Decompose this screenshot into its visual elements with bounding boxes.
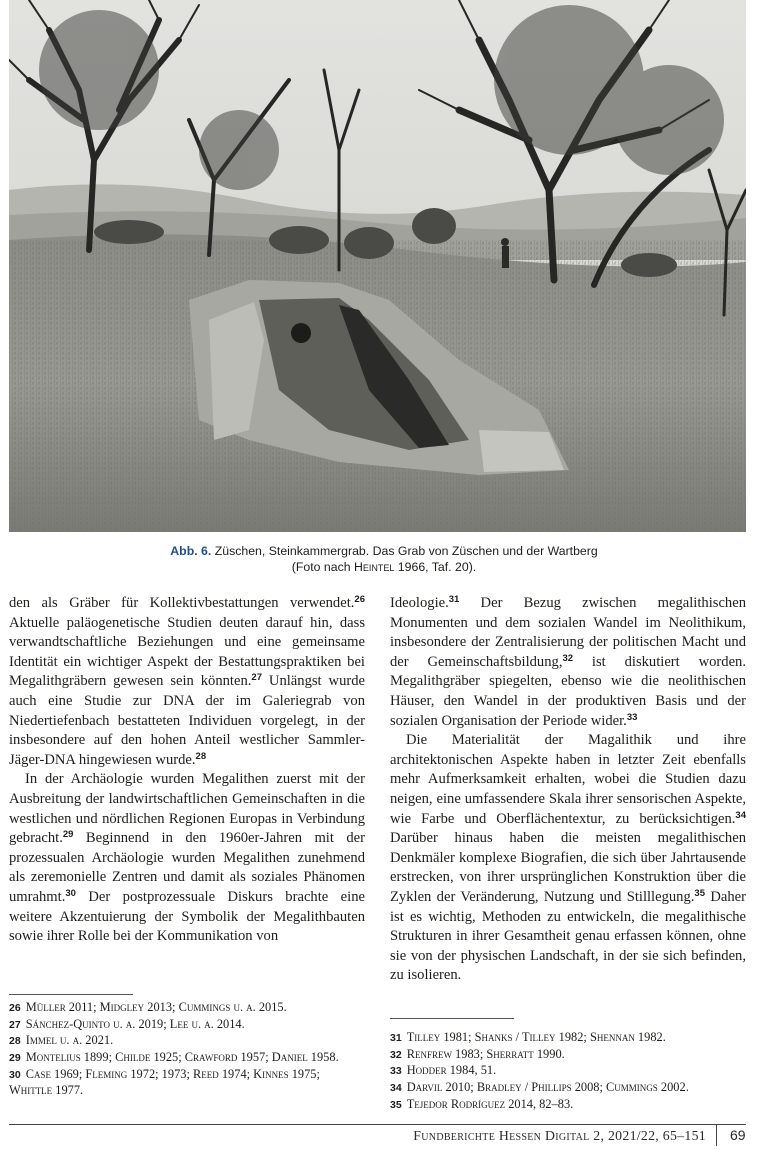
paragraph-text: Unlängst wurde auch eine Studie zur DNA der im Galeriegrab von Niedertiefenbach bestatteten Individuen vorgelegt, in der insbesondere auf den hohen Anteil westlicher Sammler-Jäger-DNA hingewiesen wurde. — [9, 673, 365, 768]
footnote — [9, 1000, 365, 1016]
footnotes-left — [9, 1000, 365, 1099]
footnote-number: 31 — [390, 1032, 402, 1044]
footnote — [9, 1033, 365, 1049]
footnote-text: Tejedor Rodríguez 2014, 82–83. — [406, 1096, 574, 1111]
paragraph — [390, 731, 746, 986]
paragraph-text: Aktuelle paläogenetische Studien deuten darauf hin, dass verwandtschaftliche Beziehungen und eine gemeinsame Identität ein wichtiger Aspekt der Bestattungspraktiken bei Megalithgräbern gewesen sein könnten. — [9, 614, 365, 690]
footnote-text: Case 1969; Fleming 1972; 1973; Reed 1974; Kinnes 1975; Whittle 1977. — [9, 1066, 320, 1098]
paragraph-text: Beginnend in den 1960er-Jahren mit der prozessualen Archäologie wurden Megalithen zunehmend als zeremonielle Zentren und damit als soziales Phänomen umrahmt. — [9, 830, 365, 905]
footnote-number: 34 — [390, 1082, 402, 1095]
footnote-rule-left — [9, 994, 133, 995]
footnote-text: Darvil 2010; Bradley / Phillips 2008; Cummings 2002. — [406, 1080, 689, 1095]
caption-pre: (Foto nach — [291, 560, 354, 574]
footnote — [9, 1017, 365, 1033]
footnote-text: Müller 2011; Midgley 2013; Cummings u. a. 2015. — [25, 1000, 287, 1014]
caption-post: 1966, Taf. 20). — [394, 560, 477, 574]
footnote-text: Montelius 1899; Childe 1925; Crawford 1957; Daniel 1958. — [25, 1050, 339, 1065]
footnotes-right — [390, 1030, 746, 1114]
footer-divider — [716, 1124, 717, 1146]
footnote-number: 26 — [9, 1002, 21, 1014]
paragraph-text: Darüber hinaus haben die meisten megalithischen Denkmäler komplexe Biografien, die sich über Jahrtausende erstrecken, von ihrer ursprünglichen Konstruktion über die Zyklen der Veränderung, Nutzung und Stilllegung. — [390, 830, 746, 905]
body-column-left — [9, 594, 365, 947]
footnote-ref[interactable]: 28 — [195, 750, 207, 762]
footnote-number: 33 — [390, 1065, 402, 1078]
body-column-right — [390, 594, 746, 986]
paragraph-text: Die Materialität der Magalithik und ihre architektonischen Aspekte haben in letzter Zeit ebenfalls mehr Aufmerksamkeit erhalten, wobei die Studien dazu neigen, eine umfassendere Skala ihrer sensorischen Aspekte, wie Farbe und Oberflächentextur, zu berücksichtigen. — [390, 732, 746, 827]
paragraph-text: Der postprozessuale Diskurs brachte eine weitere Akzentuierung der Symbolik der Megalithbauten sowie ihrer Rolle bei der Kommunikation von — [9, 888, 365, 945]
paragraph-text: ist diskutiert worden. Megalithgräber spiegelten, ebenso wie die neolithischen Häuser, den Wandel in der produktiven Basis und der sozialen Organisation der Periode wider. — [390, 653, 747, 729]
footnote — [390, 1063, 746, 1079]
paragraph-text: Daher ist es wichtig, Methoden zu entwickeln, die megalithische Strukturen in ihrer Gesamtheit genau erfassen können, ohne sie von der physischen Landschaft, in der sie sich befinden, zu isolieren. — [390, 888, 746, 984]
paragraph — [9, 770, 365, 946]
footnote-text: Tilley 1981; Shanks / Tilley 1982; Shennan 1982. — [406, 1030, 666, 1044]
footnote — [390, 1097, 746, 1113]
footnote-ref[interactable]: 26 — [354, 594, 365, 605]
footnote-ref[interactable]: 27 — [251, 672, 262, 684]
caption-line1: Züschen, Steinkammergrab. Das Grab von Züschen und der Wartberg — [214, 544, 598, 558]
footnote — [390, 1030, 746, 1046]
footnote-text: Sánchez-Quinto u. a. 2019; Lee u. a. 2014. — [25, 1016, 245, 1031]
footnote — [390, 1080, 746, 1096]
footnote-ref[interactable]: 29 — [62, 829, 74, 841]
figure-label: Abb. 6. — [170, 544, 212, 558]
paragraph-text: Ideologie. — [390, 595, 449, 611]
footnote-ref[interactable]: 30 — [65, 887, 76, 899]
journal-title: Fundberichte Hessen Digital 2, 2021/22, 65–151 — [413, 1128, 706, 1143]
footnote-ref[interactable]: 33 — [626, 711, 638, 723]
page-number: 69 — [730, 1127, 746, 1143]
figure-caption — [90, 543, 678, 575]
paragraph-text: Der Bezug zwischen megalithischen Monumenten und dem sozialen Wandel im Neolithikum, insbesondere der Zentralisierung der politischen Macht und der Gemeinschaftsbildung, — [390, 595, 746, 670]
paragraph — [9, 594, 365, 770]
footnote-number: 28 — [9, 1035, 21, 1048]
footnote — [9, 1050, 365, 1066]
footnote-number: 27 — [9, 1018, 21, 1031]
paragraph-text: In der Archäologie wurden Megalithen zuerst mit der Ausbreitung der landwirtschaftlichen Gemeinschaften in die westlichen und nördlichen Regionen Europas in Verbindung gebracht. — [9, 771, 365, 847]
footnote-number: 32 — [390, 1048, 402, 1061]
caption-author: Heintel — [354, 560, 395, 574]
footnote-number: 29 — [9, 1052, 21, 1065]
figure-photo — [9, 0, 746, 532]
footnote-ref[interactable]: 34 — [735, 809, 746, 821]
paragraph-text: den als Gräber für Kollektivbestattungen verwendet. — [9, 595, 355, 611]
footnote-number: 30 — [9, 1068, 21, 1081]
footnote-text: Renfrew 1983; Sherratt 1990. — [406, 1046, 565, 1061]
footnote-rule-right — [390, 1018, 514, 1019]
footnote-number: 35 — [390, 1098, 402, 1111]
footnote — [390, 1047, 746, 1063]
paragraph — [390, 594, 746, 731]
footnote-text: Hodder 1984, 51. — [406, 1063, 497, 1078]
footnote-ref[interactable]: 35 — [694, 887, 705, 899]
footnote-text: Immel u. a. 2021. — [25, 1033, 114, 1048]
footnote — [9, 1067, 365, 1098]
footnote-ref[interactable]: 32 — [562, 652, 574, 664]
footnote-ref[interactable]: 31 — [448, 594, 460, 605]
footer-rule — [9, 1124, 746, 1125]
